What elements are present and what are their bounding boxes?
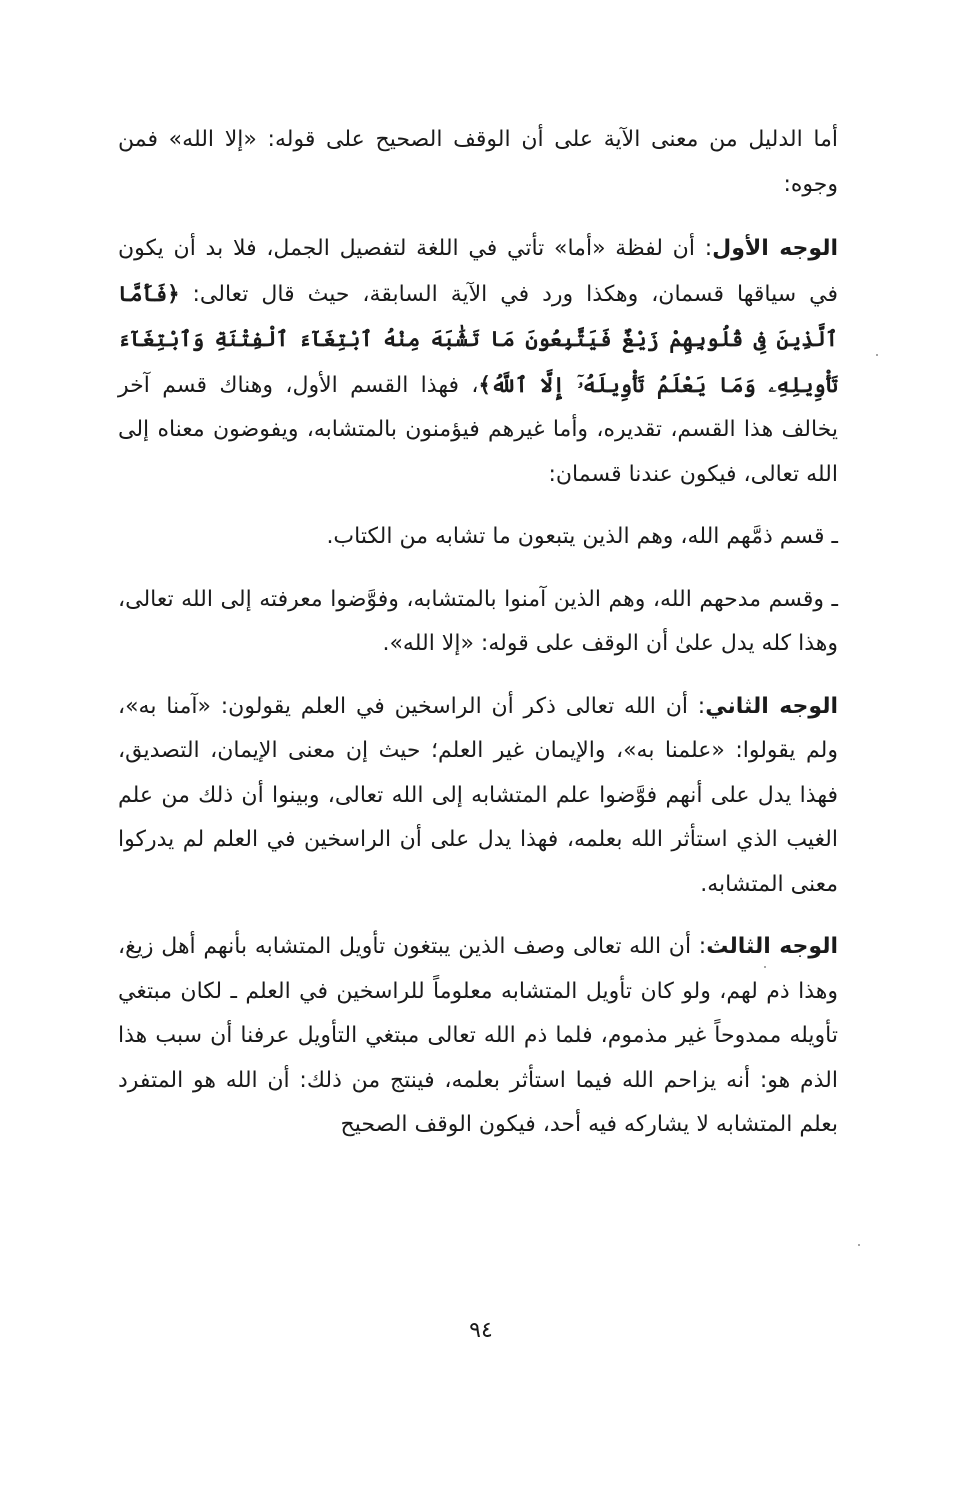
bullet-item [118,578,838,667]
bullet-text: ـ وقسم مدحهم الله، وهم الذين آمنوا بالمتشابه، وفوَّضوا معرفته إلى الله تعالى، وهذا كله يدل علىٰ أن الوقف على قوله: «إلا الله». [118,586,838,656]
scan-speck [858,1244,860,1246]
bullet-text: ـ قسم ذمَّهم الله، وهم الذين يتبعون ما تشابه من الكتاب. [326,524,838,549]
quran-verse: ﴿فَأَمَّا ٱلَّذِينَ فِى قُلُوبِهِمْ زَيْغٌ فَيَتَّبِعُونَ مَا تَشَٰبَهَ مِنْهُ ٱبْتِغَآءَ ٱلْفِتْنَةِ وَٱبْتِغَآءَ تَأْوِيلِهِۦ وَمَا يَعْلَمُ تَأْوِيلَهُۥٓ إِلَّا ٱللَّهُ﴾ [118,280,839,397]
second-aspect-paragraph [118,685,838,908]
third-aspect-label: الوجه الثالث [706,934,838,959]
bullet-item [118,515,838,560]
third-aspect-paragraph [118,925,838,1148]
second-aspect-text: : أن الله تعالى ذكر أن الراسخين في العلم يقولون: «آمنا به»، ولم يقولوا: «علمنا به»، والإيمان غير العلم؛ حيث إن معنى الإيمان، التصديق، فهذا يدل على أنهم فوَّضوا علم المتشابه إلى الله تعالى، وبينوا أن ذلك من علم الغيب الذي استأثر الله بعلمه، فهذا يدل على أن الراسخين في العلم لم يدركوا معنى المتشابه. [118,693,838,897]
scan-speck [876,354,878,356]
intro-paragraph [118,118,838,207]
intro-text: أما الدليل من معنى الآية على أن الوقف الصحيح على قوله: «إلا الله» فمن وجوه: [118,127,838,197]
first-aspect-paragraph [118,227,838,497]
scan-speck [764,966,766,968]
second-aspect-label: الوجه الثاني [705,693,838,719]
first-aspect-text: : أن لفظة «أما» تأتي في اللغة لتفصيل الجمل، فلا بد أن يكون في سياقها قسمان، وهكذا ورد في الآية السابقة، حيث قال تعالى: [118,236,838,307]
third-aspect-text: : أن الله تعالى وصف الذين يبتغون تأويل المتشابه بأنهم أهل زيغ، وهذا ذم لهم، ولو كان تأويل المتشابه معلوماً للراسخين في العلم ـ لكان مبتغي تأويله ممدوحاً غير مذموم، فلما ذم الله تعالى مبتغي التأويل عرفنا أن سبب هذا الذم هو: أنه يزاحم الله فيما استأثر بعلمه، فينتج من ذلك: أن الله هو المتفرد بعلم المتشابه لا يشاركه فيه أحد، فيكون الوقف الصحيح [118,934,838,1137]
page-number: ٩٤ [469,1318,493,1343]
first-aspect-text-after: ، فهذا القسم الأول، وهناك قسم آخر يخالف هذا القسم، تقديره، وأما غيرهم فيؤمنون بالمتشابه، ويفوضون معناه إلى الله تعالى، فيكون عندنا قسمان: [118,372,838,487]
first-aspect-label: الوجه الأول [712,236,838,261]
page-body [118,118,838,1148]
